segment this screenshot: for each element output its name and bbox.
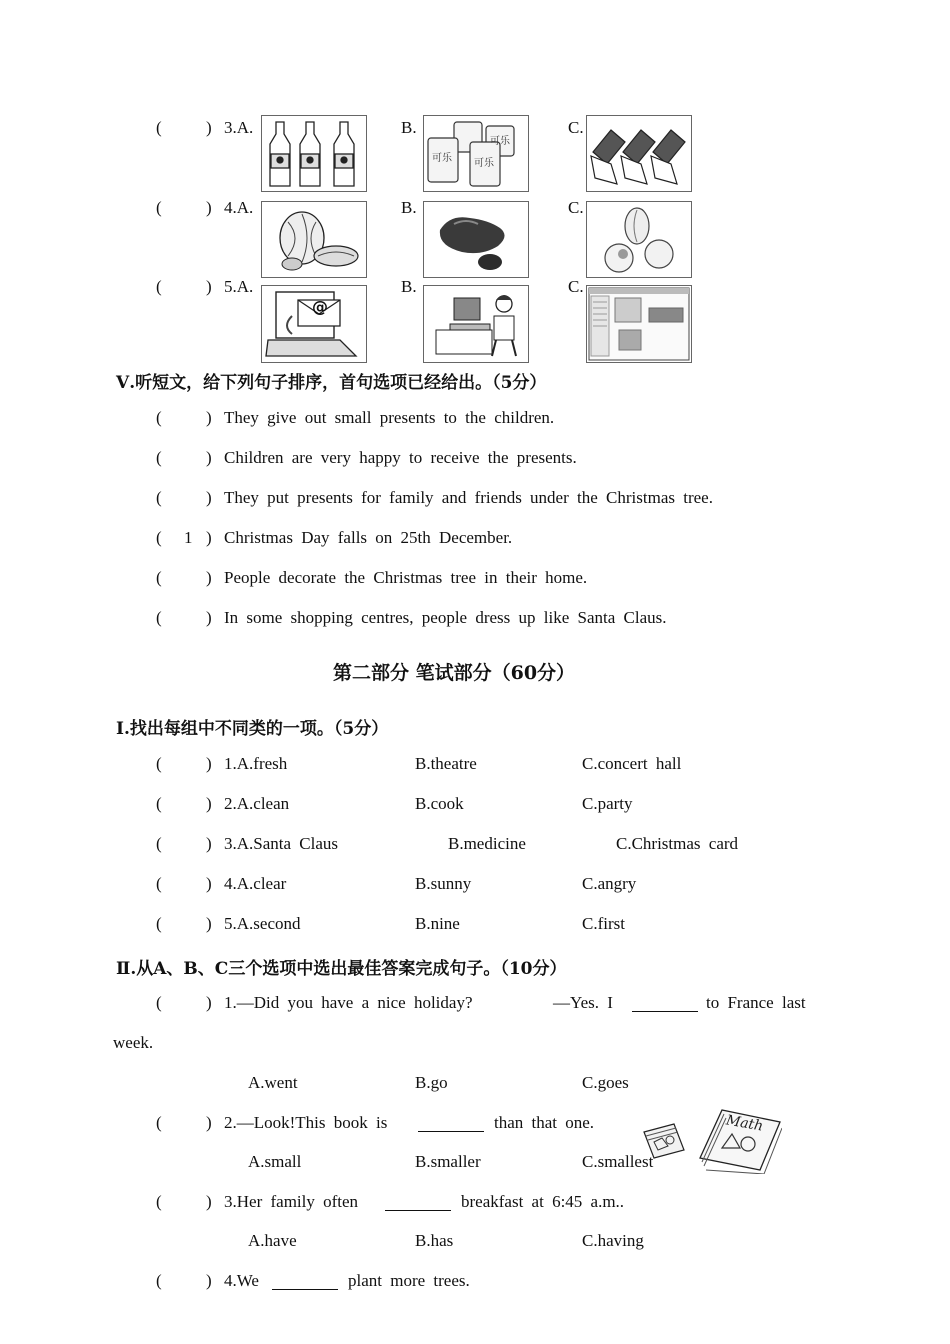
paren-close: ) (206, 198, 212, 217)
person-at-computer-icon[interactable] (423, 285, 529, 363)
math-book-icon (696, 1108, 782, 1174)
paren-open: ( (156, 277, 162, 296)
juice-bottles-icon[interactable] (261, 115, 367, 192)
option-c: C.first (582, 914, 625, 933)
question-text-end: plant more trees. (348, 1271, 470, 1290)
option-b: B.nine (415, 914, 460, 933)
sentence-text: People decorate the Christmas tree in their home. (224, 568, 588, 587)
paren-open: ( (156, 608, 162, 627)
option-b-label: B. (401, 118, 417, 137)
paren-close: ) (206, 528, 212, 547)
option-a: A.have (248, 1231, 297, 1250)
paren-open: ( (156, 1113, 162, 1132)
fill-blank[interactable] (385, 1196, 451, 1211)
paren-open: ( (156, 528, 162, 547)
option-b: B.smaller (415, 1152, 481, 1171)
paren-close: ) (206, 874, 212, 893)
paren-close: ) (206, 1271, 212, 1290)
paren-open: ( (156, 834, 162, 853)
cola-cans-icon[interactable] (423, 115, 529, 192)
paren-open: ( (156, 794, 162, 813)
question-text: 1.—Did you have a nice holiday? (224, 993, 473, 1012)
paren-close: ) (206, 448, 212, 467)
sentence-text: Christmas Day falls on 25th December. (224, 528, 513, 547)
paren-close: ) (206, 1113, 212, 1132)
can-label: 可乐 (474, 158, 494, 169)
section-i-heading: Ⅰ.找出每组中不同类的一项。（5分） (116, 719, 389, 739)
question-continuation: week. (113, 1033, 154, 1052)
paren-open: ( (156, 448, 162, 467)
option-c: C.angry (582, 874, 637, 893)
paren-close: ) (206, 277, 212, 296)
option-a-label: 3.A. (224, 118, 254, 137)
paren-open: ( (156, 1271, 162, 1290)
option-a: 4.A.clear (224, 874, 287, 893)
paren-open: ( (156, 874, 162, 893)
paren-open: ( (156, 568, 162, 587)
math-label: Math (724, 1112, 765, 1135)
paren-close: ) (206, 488, 212, 507)
question-text-end: breakfast at 6:45 a.m.. (461, 1192, 625, 1211)
option-c-label: C. (568, 118, 584, 137)
option-c: C.concert hall (582, 754, 682, 773)
option-a: 5.A.second (224, 914, 301, 933)
option-b-label: B. (401, 277, 417, 296)
paren-open: ( (156, 993, 162, 1012)
paren-close: ) (206, 794, 212, 813)
option-a-label: 5.A. (224, 277, 254, 296)
answer-suffix: to France last (706, 993, 806, 1012)
option-c: C.goes (582, 1073, 629, 1092)
paren-close: ) (206, 993, 212, 1012)
option-c: C.smallest (582, 1152, 654, 1171)
paren-open: ( (156, 408, 162, 427)
section-ii-heading: Ⅱ.从A、B、C三个选项中选出最佳答案完成句子。（10分） (116, 959, 567, 979)
question-text: 3.Her family often (224, 1192, 359, 1211)
paren-open: ( (156, 198, 162, 217)
lychees-icon[interactable] (586, 201, 692, 278)
question-text: 4.We (224, 1271, 259, 1290)
fill-blank[interactable] (418, 1117, 484, 1132)
option-a: A.small (248, 1152, 302, 1171)
software-window-icon[interactable] (586, 285, 692, 363)
paren-open: ( (156, 914, 162, 933)
laptop-email-icon[interactable] (261, 285, 367, 363)
fill-blank[interactable] (632, 997, 698, 1012)
option-a: 2.A.clean (224, 794, 290, 813)
sentence-text: They give out small presents to the children. (224, 408, 555, 427)
paren-close: ) (206, 608, 212, 627)
can-label: 可乐 (490, 136, 510, 147)
option-b: B.has (415, 1231, 454, 1250)
sentence-text: Children are very happy to receive the presents. (224, 448, 577, 467)
option-a-label: 4.A. (224, 198, 254, 217)
option-c: C.Christmas card (616, 834, 739, 853)
at-symbol: @ (312, 297, 328, 316)
paren-close: ) (206, 118, 212, 137)
fill-blank[interactable] (272, 1275, 338, 1290)
answer-prefix: —Yes. I (553, 993, 613, 1012)
option-b: B.theatre (415, 754, 477, 773)
paren-open: ( (156, 754, 162, 773)
paren-close: ) (206, 568, 212, 587)
option-b: B.go (415, 1073, 448, 1092)
section-v-heading: Ⅴ.听短文，给下列句子排序，首句选项已经给出。（5分） (116, 373, 547, 393)
paren-open: ( (156, 1192, 162, 1211)
paren-close: ) (206, 834, 212, 853)
paren-close: ) (206, 914, 212, 933)
option-c-label: C. (568, 277, 584, 296)
nuts-icon[interactable] (261, 201, 367, 278)
option-c: C.having (582, 1231, 644, 1250)
option-b-label: B. (401, 198, 417, 217)
can-label: 可乐 (432, 153, 452, 164)
answer-given: 1 (184, 528, 193, 547)
option-a: 3.A.Santa Claus (224, 834, 339, 853)
question-text-end: than that one. (494, 1113, 595, 1132)
sentence-text: They put presents for family and friends under the Christmas tree. (224, 488, 713, 507)
paren-close: ) (206, 1192, 212, 1211)
option-c: C.party (582, 794, 633, 813)
paren-open: ( (156, 488, 162, 507)
paren-close: ) (206, 754, 212, 773)
option-c-label: C. (568, 198, 584, 217)
paren-open: ( (156, 118, 162, 137)
option-a: A.went (248, 1073, 298, 1092)
dates-icon[interactable] (423, 201, 529, 278)
paren-close: ) (206, 408, 212, 427)
chocolate-bars-icon[interactable] (586, 115, 692, 192)
option-b: B.cook (415, 794, 464, 813)
sentence-text: In some shopping centres, people dress up like Santa Claus. (224, 608, 667, 627)
option-b: B.medicine (448, 834, 526, 853)
option-b: B.sunny (415, 874, 472, 893)
question-text: 2.—Look!This book is (224, 1113, 388, 1132)
part-two-title: 第二部分 笔试部分（60分） (333, 662, 576, 684)
option-a: 1.A.fresh (224, 754, 288, 773)
